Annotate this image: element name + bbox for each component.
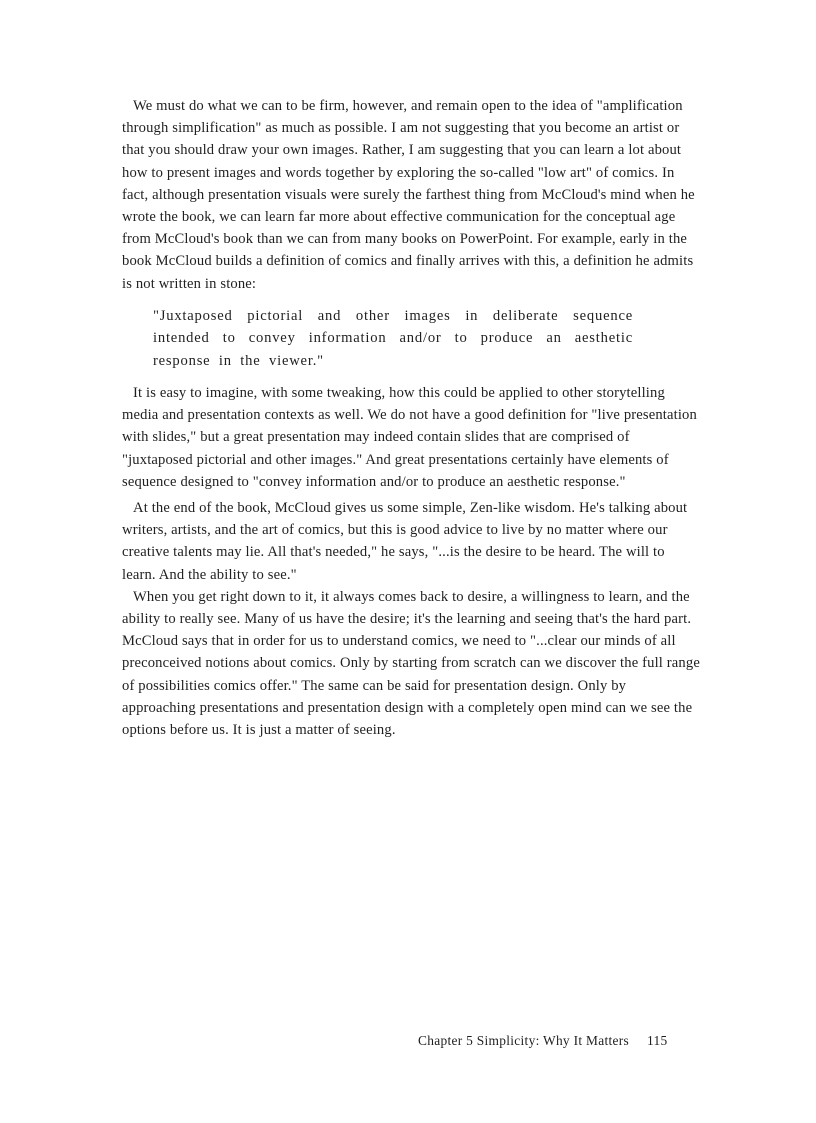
page-body bbox=[122, 95, 700, 741]
paragraph-intro: We must do what we can to be firm, however, and remain open to the idea of "amplification through simplification" as much as possible. I am not suggesting that you become an artist or that you should draw your own images. Rather, I am suggesting that you can learn a lot about how to present images and words together by exploring the so-called "low art" of comics. In fact, although presentation visuals were surely the farthest thing from McCloud's mind when he wrote the book, we can learn far more about effective communication for the conceptual age from McCloud's book than we can from many books on PowerPoint. For example, early in the book McCloud builds a definition of comics and finally arrives with this, a definition he admits is not written in stone: bbox=[122, 98, 695, 292]
chapter-title: Chapter 5 Simplicity: Why It Matters bbox=[418, 1033, 630, 1048]
paragraph-seeing: When you get right down to it, it always comes back to desire, a willingness to learn, and the ability to really see. Many of us have the desire; it's the learning and seeing that's the hard part. McCloud says that in order for us to understand comics, we need to "...clear our minds of all preconceived notions about comics. Only by starting from scratch can we discover the full range of possibilities comics offer." The same can be said for presentation design. Only by approaching presentations and presentation design with a completely open mind can we see the options before us. It is just a matter of seeing. bbox=[122, 588, 700, 739]
paragraph-tweaking: It is easy to imagine, with some tweaking, how this could be applied to other storytelling media and presentation contexts as well. We do not have a good definition for "live presentation with slides," but a great presentation may indeed contain slides that are comprised of "juxtaposed pictorial and other images." And great presentations certainly have elements of sequence designed to "convey information and/or to produce an aesthetic response." bbox=[122, 385, 697, 490]
page-footer bbox=[418, 1033, 668, 1049]
block-quote-definition: "Juxtaposed pictorial and other images in deliberate sequence intended to convey information and/or to produce an aesthetic response in the viewer." bbox=[153, 307, 633, 369]
paragraph-zen-wisdom: At the end of the book, McCloud gives us some simple, Zen-like wisdom. He's talking about writers, artists, and the art of comics, but this is good advice to live by no matter where our creative talents may lie. All that's needed," he says, "...is the desire to be heard. The will to learn. And the ability to see." bbox=[122, 500, 688, 583]
page-number: 115 bbox=[647, 1033, 668, 1048]
